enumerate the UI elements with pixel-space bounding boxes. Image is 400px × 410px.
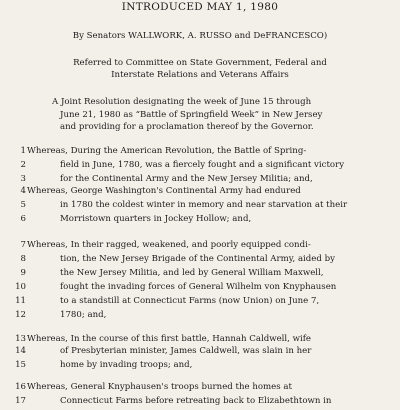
- resolution-line: [0, 346, 400, 360]
- line-text: Whereas, During the American Revolution, the Battle of Spring-: [27, 146, 307, 156]
- committee-referral-line-1: Referred to Committee on State Government, Federal and: [73, 58, 327, 68]
- line-number: 16: [15, 382, 26, 392]
- resolution-line: [0, 186, 400, 200]
- line-text: Whereas, In the course of this first battle, Hannah Caldwell, wife: [27, 334, 311, 344]
- line-text: of Presbyterian minister, James Caldwell, was slain in her: [60, 346, 312, 356]
- line-number: 5: [20, 200, 26, 210]
- resolution-line: [0, 396, 400, 410]
- line-number: 14: [15, 346, 26, 356]
- line-text: Connecticut Farms before retreating back to Elizabethtown in: [60, 396, 332, 406]
- line-text: Whereas, General Knyphausen's troops burned the homes at: [27, 382, 292, 392]
- resolution-line: [0, 282, 400, 296]
- line-number: 11: [15, 296, 26, 306]
- line-text: Morristown quarters in Jockey Hollow; and,: [60, 214, 252, 224]
- line-text: Whereas, In their ragged, weakened, and poorly equipped condi-: [27, 240, 311, 250]
- line-number: 2: [20, 160, 26, 170]
- line-number: 12: [15, 310, 26, 320]
- line-number: 3: [20, 174, 26, 184]
- introduced-date-header: INTRODUCED MAY 1, 1980: [121, 1, 279, 13]
- resolution-line: [0, 268, 400, 282]
- resolution-title-text: A Joint Resolution designating the week of June 15 through: [52, 97, 312, 107]
- resolution-line: [0, 310, 400, 324]
- resolution-line: [0, 146, 400, 160]
- resolution-line: [0, 360, 400, 374]
- resolution-line: [0, 240, 400, 254]
- resolution-title-line: [0, 97, 400, 111]
- line-text: home by invading troops; and,: [60, 360, 193, 370]
- line-text: in 1780 the coldest winter in memory and near starvation at their: [60, 200, 348, 210]
- resolution-line: [0, 254, 400, 268]
- line-number: 7: [20, 240, 26, 250]
- line-number: 1: [20, 146, 26, 156]
- line-text: the New Jersey Militia, and led by General William Maxwell,: [60, 268, 324, 278]
- line-text: to a standstill at Connecticut Farms (now Union) on June 7,: [60, 296, 320, 306]
- resolution-line: [0, 382, 400, 396]
- resolution-title-line: [0, 122, 400, 136]
- line-number: 6: [20, 214, 26, 224]
- line-number: 4: [20, 186, 26, 196]
- line-number: 8: [20, 254, 26, 264]
- line-text: fought the invading forces of General Wilhelm von Knyphausen: [60, 282, 337, 292]
- line-number: 13: [15, 334, 26, 344]
- resolution-line: [0, 214, 400, 228]
- line-text: tion, the New Jersey Brigade of the Continental Army, aided by: [60, 254, 335, 264]
- line-text: Whereas, George Washington's Continental Army had endured: [27, 186, 301, 196]
- line-text: for the Continental Army and the New Jersey Militia; and,: [60, 174, 313, 184]
- resolution-line: [0, 200, 400, 214]
- line-number: 15: [15, 360, 26, 370]
- line-text: 1780; and,: [60, 310, 107, 320]
- resolution-line: [0, 160, 400, 174]
- line-number: 17: [15, 396, 26, 406]
- sponsors-line: By Senators WALLWORK, A. RUSSO and DeFRANCESCO): [72, 31, 328, 41]
- committee-referral-line-2: Interstate Relations and Veterans Affairs: [111, 70, 289, 80]
- resolution-line: [0, 296, 400, 310]
- line-number: 10: [15, 282, 26, 292]
- line-text: field in June, 1780, was a fiercely fought and a significant victory: [60, 160, 345, 170]
- resolution-title-text: and providing for a proclamation thereof by the Governor.: [60, 122, 314, 132]
- line-number: 9: [20, 268, 26, 278]
- resolution-title-text: June 21, 1980 as “Battle of Springfield Week” in New Jersey: [60, 110, 323, 120]
